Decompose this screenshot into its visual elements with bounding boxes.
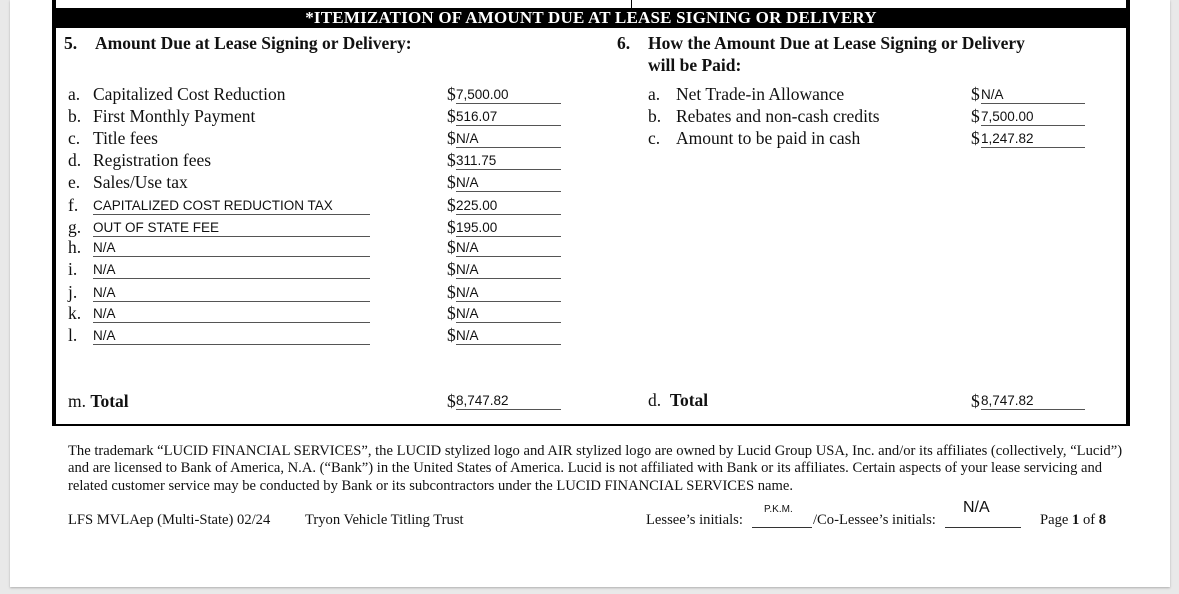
item-label-field[interactable] bbox=[93, 260, 370, 279]
item-label-field[interactable] bbox=[93, 218, 370, 237]
form-id: LFS MVLAep (Multi-State) 02/24 bbox=[68, 512, 271, 528]
item-letter: b. bbox=[648, 106, 662, 126]
item-letter: c. bbox=[68, 128, 81, 148]
item-letter: f. bbox=[68, 195, 79, 215]
section5-title: Amount Due at Lease Signing or Delivery: bbox=[95, 33, 412, 53]
dollar-sign: $ bbox=[447, 259, 456, 279]
dollar-sign: $ bbox=[447, 84, 456, 104]
item-label: N/A bbox=[93, 306, 116, 321]
amount-field[interactable] bbox=[981, 107, 1085, 126]
item-letter: a. bbox=[648, 84, 661, 104]
amount-value: 1,247.82 bbox=[981, 131, 1034, 146]
section5-total-row bbox=[68, 391, 129, 411]
dollar-sign: $ bbox=[447, 217, 456, 237]
amount-value: N/A bbox=[456, 175, 479, 190]
dollar-sign: $ bbox=[447, 282, 456, 302]
amount-field[interactable] bbox=[456, 107, 561, 126]
amount-value: N/A bbox=[456, 306, 479, 321]
total-letter: m. bbox=[68, 391, 86, 411]
dollar-sign: $ bbox=[447, 128, 456, 148]
item-label: N/A bbox=[93, 328, 116, 343]
item-label-field[interactable] bbox=[93, 196, 370, 215]
section6-total-field[interactable] bbox=[981, 391, 1085, 410]
total-letter: d. bbox=[648, 390, 662, 410]
item-letter: j. bbox=[68, 282, 78, 302]
item-letter: h. bbox=[68, 237, 82, 257]
lessee-initials-label: Lessee’s initials: bbox=[646, 512, 743, 528]
section5-number: 5. bbox=[64, 33, 78, 53]
dollar-sign: $ bbox=[447, 195, 456, 215]
item-label-field[interactable] bbox=[93, 304, 370, 323]
amount-value: 195.00 bbox=[456, 220, 498, 235]
item-letter: k. bbox=[68, 303, 82, 323]
amount-field[interactable] bbox=[456, 304, 561, 323]
section6-total-row bbox=[648, 390, 708, 410]
section5-total-value: 8,747.82 bbox=[456, 393, 509, 408]
amount-field[interactable] bbox=[981, 129, 1085, 148]
dollar-sign: $ bbox=[447, 106, 456, 126]
amount-value: 7,500.00 bbox=[981, 109, 1034, 124]
item-label: Registration fees bbox=[93, 150, 212, 170]
amount-field[interactable] bbox=[456, 196, 561, 215]
item-label-field[interactable] bbox=[93, 238, 370, 257]
amount-field[interactable] bbox=[456, 326, 561, 345]
amount-value: N/A bbox=[456, 131, 479, 146]
amount-field[interactable] bbox=[456, 151, 561, 170]
page-current: 1 bbox=[1072, 512, 1080, 528]
item-label: N/A bbox=[93, 240, 116, 255]
section5-total-field[interactable] bbox=[456, 391, 561, 410]
section6-total-value: 8,747.82 bbox=[981, 393, 1034, 408]
amount-value: 311.75 bbox=[456, 153, 497, 168]
item-label: Net Trade-in Allowance bbox=[676, 84, 845, 104]
item-label: N/A bbox=[93, 262, 116, 277]
amount-field[interactable] bbox=[456, 260, 561, 279]
item-letter: g. bbox=[68, 217, 82, 237]
item-label: Rebates and non-cash credits bbox=[676, 106, 880, 126]
dollar-sign: $ bbox=[447, 303, 456, 323]
page-total: 8 bbox=[1098, 512, 1107, 528]
item-label: Sales/Use tax bbox=[93, 172, 188, 192]
dollar-sign: $ bbox=[447, 391, 456, 411]
trademark-disclaimer: The trademark “LUCID FINANCIAL SERVICES”, the LUCID stylized logo and AIR stylized logo are owned by Lucid Group USA, Inc. and/or its affiliates (collectively, “Lucid”) and are licensed to Bank of America, N.A. (“Bank”) in the United States of America. Lucid is not affiliated with Bank or its affiliates. Certain aspects of your lease servicing and related customer service may be conducted by Bank or its subcontractors under the LUCID FINANCIAL SERVICES name. bbox=[68, 443, 1123, 494]
amount-field[interactable] bbox=[456, 129, 561, 148]
amount-value: N/A bbox=[456, 328, 479, 343]
item-letter: d. bbox=[68, 150, 82, 170]
amount-field[interactable] bbox=[456, 85, 561, 104]
amount-value: N/A bbox=[456, 262, 479, 277]
amount-value: N/A bbox=[456, 240, 479, 255]
amount-value: 516.07 bbox=[456, 109, 498, 124]
item-letter: e. bbox=[68, 172, 81, 192]
section6-title-line1: How the Amount Due at Lease Signing or Delivery bbox=[648, 33, 1025, 53]
item-letter: c. bbox=[648, 128, 661, 148]
item-letter: l. bbox=[68, 325, 78, 345]
amount-value: 7,500.00 bbox=[456, 87, 509, 102]
colessee-initials-label: /Co-Lessee’s initials: bbox=[813, 512, 936, 528]
total-label: Total bbox=[669, 390, 709, 410]
trust-name: Tryon Vehicle Titling Trust bbox=[305, 512, 464, 528]
dollar-sign: $ bbox=[447, 150, 456, 170]
item-letter: i. bbox=[68, 259, 78, 279]
page-prefix: Page bbox=[1040, 512, 1073, 528]
section6-number: 6. bbox=[617, 33, 631, 53]
amount-field[interactable] bbox=[456, 283, 561, 302]
amount-field[interactable] bbox=[456, 238, 561, 257]
item-label: Amount to be paid in cash bbox=[676, 128, 861, 148]
colessee-initials-value: N/A bbox=[963, 499, 990, 516]
dollar-sign: $ bbox=[447, 325, 456, 345]
dollar-sign: $ bbox=[971, 84, 980, 104]
amount-value: N/A bbox=[981, 87, 1004, 102]
dollar-sign: $ bbox=[447, 237, 456, 257]
item-label: Capitalized Cost Reduction bbox=[93, 84, 286, 104]
item-label-field[interactable] bbox=[93, 326, 370, 345]
dollar-sign: $ bbox=[971, 391, 980, 411]
dollar-sign: $ bbox=[971, 128, 980, 148]
dollar-sign: $ bbox=[971, 106, 980, 126]
amount-field[interactable] bbox=[456, 218, 561, 237]
item-label: N/A bbox=[93, 285, 116, 300]
item-label: OUT OF STATE FEE bbox=[93, 220, 220, 235]
page-middle: of bbox=[1079, 512, 1099, 528]
amount-value: 225.00 bbox=[456, 198, 498, 213]
item-label: Title fees bbox=[93, 128, 158, 148]
amount-value: N/A bbox=[456, 285, 479, 300]
section6-title-line2: will be Paid: bbox=[648, 55, 742, 75]
total-label: Total bbox=[90, 391, 129, 411]
dollar-sign: $ bbox=[447, 172, 456, 192]
amount-field[interactable] bbox=[981, 85, 1085, 104]
amount-field[interactable] bbox=[456, 173, 561, 192]
section-banner: *ITEMIZATION OF AMOUNT DUE AT LEASE SIGNING OR DELIVERY bbox=[52, 8, 1130, 28]
item-letter: a. bbox=[68, 84, 81, 104]
item-letter: b. bbox=[68, 106, 82, 126]
item-label-field[interactable] bbox=[93, 283, 370, 302]
page-number bbox=[1040, 512, 1106, 529]
lessee-initials-value: P.K.M. bbox=[764, 504, 793, 515]
item-label: First Monthly Payment bbox=[93, 106, 256, 126]
item-label: CAPITALIZED COST REDUCTION TAX bbox=[93, 198, 333, 213]
